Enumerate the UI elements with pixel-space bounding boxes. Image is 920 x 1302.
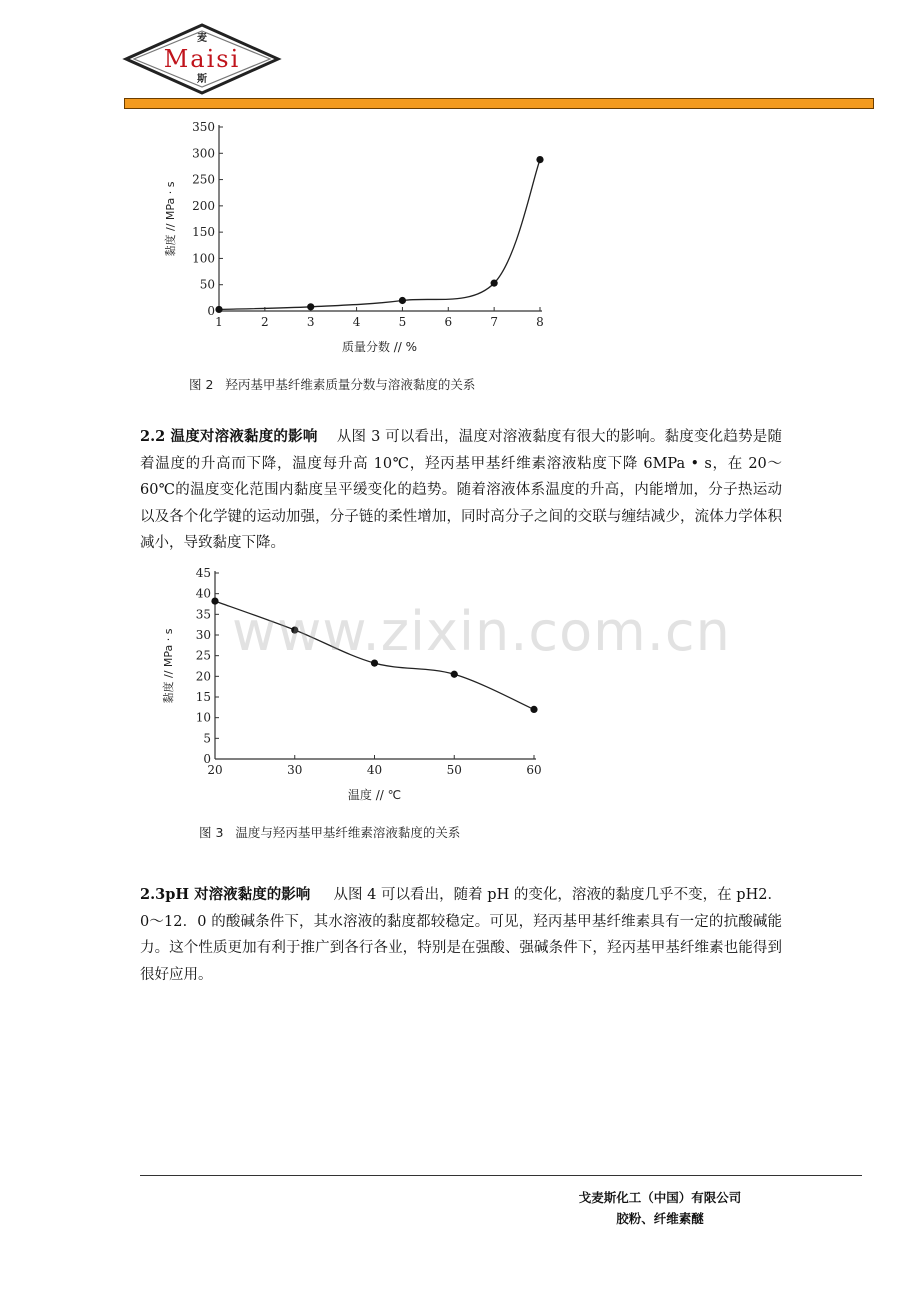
section-2-3-heading: 2.3pH 对溶液黏度的影响 <box>140 886 311 903</box>
fig2-data-point <box>491 280 498 287</box>
fig3-data-point <box>451 671 458 678</box>
footer-products: 胶粉、纤维素醚 <box>616 1211 704 1226</box>
fig3-y-tick-label: 15 <box>195 690 211 704</box>
fig3-y-tick-label: 5 <box>203 731 211 746</box>
fig3-y-tick-label: 45 <box>195 566 211 580</box>
footer-company: 戈麦斯化工（中国）有限公司 <box>578 1190 742 1205</box>
logo-top-char: 麦 <box>197 33 207 44</box>
fig2-x-tick-label: 8 <box>536 315 544 329</box>
fig2-x-tick-label: 6 <box>444 315 453 329</box>
fig3-x-tick-label: 60 <box>526 763 542 777</box>
fig2-x-tick-label: 4 <box>352 315 361 329</box>
fig2-data-point <box>399 297 406 304</box>
fig3-x-tick-label: 40 <box>366 763 383 777</box>
logo-text: Maisi <box>163 45 241 73</box>
fig3-y-axis-label: 黏度 // MPa · s <box>162 628 175 704</box>
logo-bottom-char: 斯 <box>197 74 207 85</box>
figure-2-caption-number: 图 2 <box>189 377 214 392</box>
fig3-y-tick-label: 10 <box>195 710 211 725</box>
fig2-data-point <box>536 156 543 163</box>
fig3-y-tick-label: 30 <box>195 628 211 642</box>
fig2-x-tick-label: 1 <box>215 315 223 329</box>
fig3-series-line <box>215 601 534 709</box>
figure-3-chart <box>150 560 570 810</box>
section-2-2 <box>140 424 782 557</box>
figure-2-caption <box>189 375 475 393</box>
section-2-3 <box>140 882 782 988</box>
fig3-data-point <box>211 598 218 605</box>
fig3-data-point <box>291 626 298 633</box>
fig3-data-point <box>371 660 378 667</box>
fig3-y-tick-label: 20 <box>195 669 211 684</box>
fig2-data-point <box>215 306 222 313</box>
figure-2-chart <box>150 115 570 365</box>
fig2-x-axis-label: 质量分数 // % <box>341 340 418 354</box>
fig2-y-tick-label: 50 <box>199 277 215 292</box>
footer-divider <box>140 1175 862 1176</box>
section-2-3-body: 从图 4 可以看出，随着 pH 的变化，溶液的黏度几乎不变，在 pH2．0～12．0 的酸碱条件下，其水溶液的黏度都较稳定。可见，羟丙基甲基纤维素具有一定的抗酸碱能力。这个性质更加有利于推广到各行各业，特别是在强酸、强碱条件下，羟丙基甲基纤维素也能得到很好应用。 <box>140 887 782 983</box>
fig3-data-point <box>530 706 537 713</box>
fig3-y-tick-label: 25 <box>195 648 211 663</box>
fig2-y-tick-label: 350 <box>192 120 215 134</box>
fig2-y-tick-label: 150 <box>192 225 215 240</box>
fig2-y-tick-label: 250 <box>192 172 215 187</box>
fig3-y-tick-label: 35 <box>195 607 211 622</box>
fig2-x-tick-label: 3 <box>306 315 315 329</box>
fig2-y-tick-label: 100 <box>192 251 215 266</box>
company-logo <box>122 22 282 96</box>
fig2-y-tick-label: 0 <box>207 304 215 318</box>
figure-3-caption-number: 图 3 <box>199 825 224 840</box>
fig2-y-tick-label: 300 <box>192 146 215 161</box>
watermark: www.zixin.com.cn <box>232 600 731 663</box>
figure-2-caption-text: 羟丙基甲基纤维素质量分数与溶液黏度的关系 <box>225 377 476 392</box>
fig3-x-tick-label: 50 <box>446 763 462 777</box>
fig3-y-tick-label: 0 <box>203 752 211 766</box>
fig3-x-tick-label: 30 <box>287 763 303 777</box>
fig2-data-point <box>307 303 314 310</box>
fig2-series-line <box>219 160 540 310</box>
fig3-x-tick-label: 20 <box>207 763 223 777</box>
footer <box>560 1187 760 1229</box>
figure-3-caption <box>199 823 460 841</box>
figure-3-caption-text: 温度与羟丙基甲基纤维素溶液黏度的关系 <box>235 825 461 840</box>
fig2-x-tick-label: 7 <box>490 315 498 329</box>
fig3-y-tick-label: 40 <box>195 586 211 601</box>
fig2-y-axis-label: 黏度 // MPa · s <box>164 181 177 257</box>
fig3-x-axis-label: 温度 // ℃ <box>347 788 402 802</box>
header-bar <box>124 98 874 109</box>
fig2-y-tick-label: 200 <box>192 198 215 213</box>
fig2-x-tick-label: 2 <box>261 315 269 329</box>
section-2-2-body: 从图 3 可以看出，温度对溶液黏度有很大的影响。黏度变化趋势是随着温度的升高而下降，温度每升高 10℃，羟丙基甲基纤维素溶液粘度下降 6MPa • s，在 20～60℃的温度变化范围内黏度呈平缓变化的趋势。随着溶液体系温度的升高，内能增加，分子热运动以及各个化学键的运动加强，分子链的柔性增加，同时高分子之间的交联与缠结减少，流体力学体积减小，导致黏度下降。 <box>140 429 783 551</box>
fig2-x-tick-label: 5 <box>398 315 407 329</box>
section-2-2-heading: 2.2 温度对溶液黏度的影响 <box>140 428 318 445</box>
